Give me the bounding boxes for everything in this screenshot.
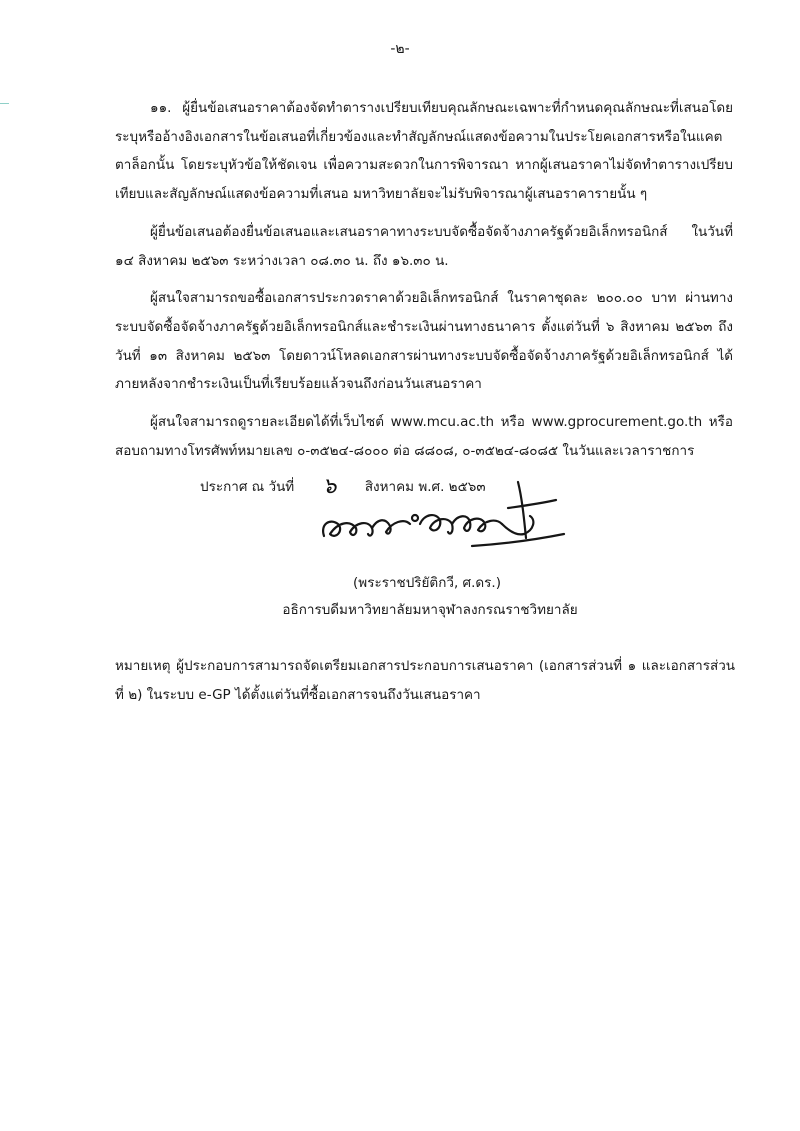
document-body xyxy=(115,94,733,474)
handwritten-signature xyxy=(312,478,572,558)
remark-note: หมายเหตุ ผู้ประกอบการสามารถจัดเตรียมเอกสารประกอบการเสนอราคา (เอกสารส่วนที่ ๑ และเอกสารส่วนที่ ๒) ในระบบ e-GP ได้ตั้งแต่วันที่ซื้อเอกสารจนถึงวันเสนอราคา xyxy=(115,658,735,703)
signer-name: (พระราชปริยัติกวี, ศ.ดร.) xyxy=(353,575,501,591)
submission-date-paragraph: ผู้ยื่นข้อเสนอต้องยื่นข้อเสนอและเสนอราคาทางระบบจัดซื้อจัดจ้างภาครัฐด้วยอิเล็กทรอนิกส์ ในวันที่ ๑๔ สิงหาคม ๒๕๖๓ ระหว่างเวลา ๐๘.๓๐ น. ถึง ๑๖.๓๐ น. xyxy=(115,223,733,269)
clause-11-paragraph: ๑๑. ผู้ยื่นข้อเสนอราคาต้องจัดทำตารางเปรียบเทียบคุณลักษณะเฉพาะที่กำหนดคุณลักษณะที่เสนอโดยระบุหรืออ้างอิงเอกสารในข้อเสนอที่เกี่ยวข้องและทำสัญลักษณ์แสดงข้อความในประโยคเอกสารหรือในแคตตาล็อกนั้น โดยระบุหัวข้อให้ชัดเจน เพื่อความสะดวกในการพิจารณา หากผู้เสนอราคาไม่จัดทำตารางเปรียบเทียบและสัญลักษณ์แสดงข้อความที่เสนอ มหาวิทยาลัยจะไม่รับพิจารณาผู้เสนอราคารายนั้น ๆ xyxy=(115,100,733,203)
document-purchase-paragraph: ผู้สนใจสามารถขอซื้อเอกสารประกวดราคาด้วยอิเล็กทรอนิกส์ ในราคาชุดละ ๒๐๐.๐๐ บาท ผ่านทางระบบจัดซื้อจัดจ้างภาครัฐด้วยอิเล็กทรอนิกส์และชำระเงินผ่านทางธนาคาร ตั้งแต่วันที่ ๖ สิงหาคม ๒๕๖๓ ถึงวันที่ ๑๓ สิงหาคม ๒๕๖๓ โดยดาวน์โหลดเอกสารผ่านทางระบบจัดซื้อจัดจ้างภาครัฐด้วยอิเล็กทรอนิกส์ ได้ภายหลังจากชำระเงินเป็นที่เรียบร้อยแล้วจนถึงก่อนวันเสนอราคา xyxy=(115,290,733,393)
page-number: -๒- xyxy=(390,41,410,57)
announcement-day-handwritten: ๖ xyxy=(322,474,337,499)
contact-info-paragraph: ผู้สนใจสามารถดูรายละเอียดได้ที่เว็บไซต์ www.mcu.ac.th หรือ www.gprocurement.go.th หรือสอบถามทางโทรศัพท์หมายเลข ๐-๓๕๒๔-๘๐๐๐ ต่อ ๘๘๐๘, ๐-๓๕๒๔-๘๐๘๕ ในวันและเวลาราชการ xyxy=(115,414,733,459)
announcement-prefix: ประกาศ ณ วันที่ xyxy=(200,479,295,495)
scan-edge-mark xyxy=(0,103,9,104)
signer-title: อธิการบดีมหาวิทยาลัยมหาจุฬาลงกรณราชวิทยาลัย xyxy=(282,602,578,618)
announcement-month-year: สิงหาคม พ.ศ. ๒๕๖๓ xyxy=(364,479,486,495)
